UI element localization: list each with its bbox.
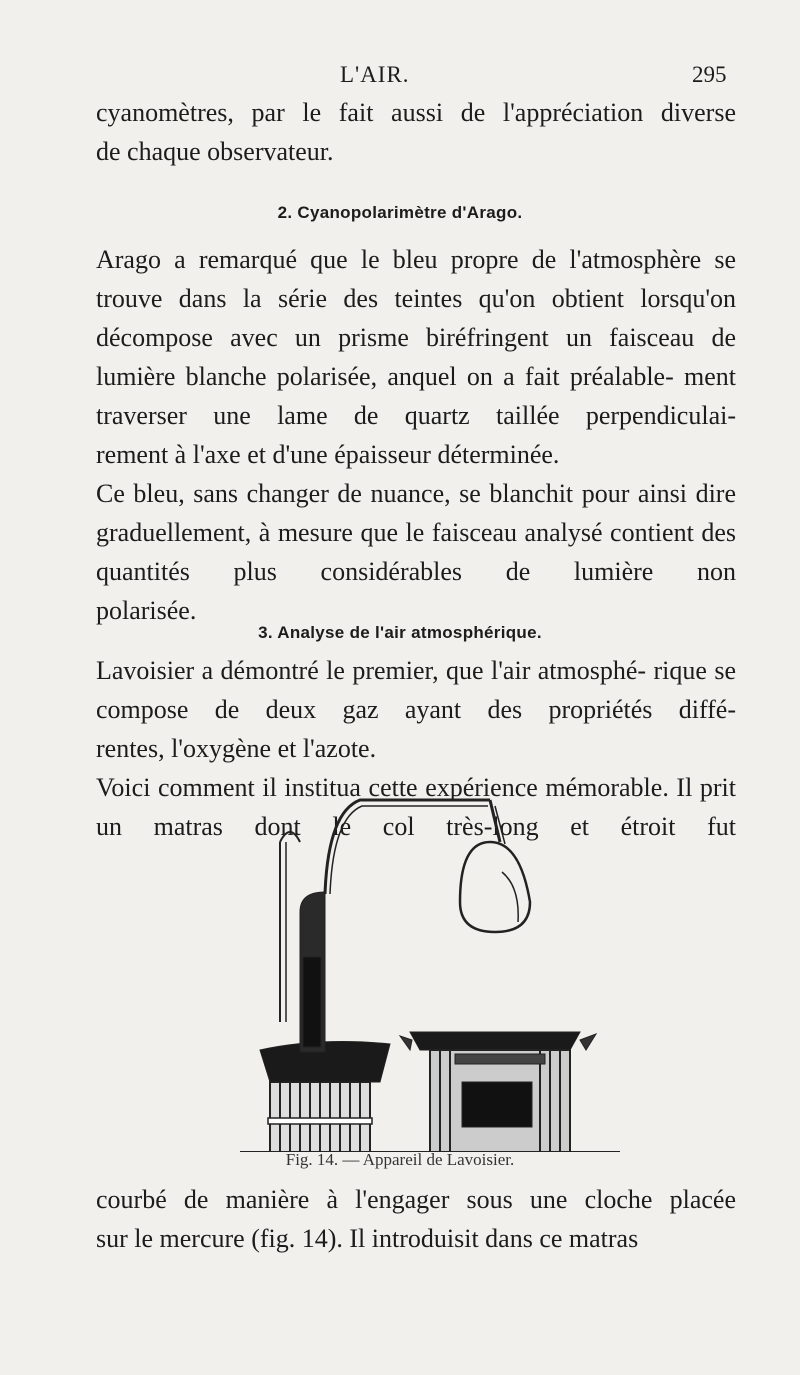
text-line: ainsi dire graduellement, à mesure que le faisceau analysé: [96, 479, 737, 547]
section-heading-3: 3. Analyse de l'air atmosphérique.: [258, 623, 542, 642]
text-line: lumière blanche polarisée, anquel on a fait préalable-: [96, 362, 674, 391]
text-line: polarisée.: [96, 596, 197, 625]
paragraph-continuation: [96, 93, 736, 171]
text-line: rement à l'axe et d'une épaisseur déterminée.: [96, 440, 560, 469]
text-line: décompose avec un prisme biréfringent un faisceau de: [96, 323, 736, 352]
section-heading-2: 2. Cyanopolarimètre d'Arago.: [277, 203, 523, 222]
text-line: sur le mercure (fig. 14). Il introduisit dans ce matras: [96, 1224, 639, 1253]
text-line: Il prit un matras dont le col très-long et étroit fut: [96, 773, 736, 841]
paragraph-bleu: [96, 474, 736, 630]
running-head-title: L'AIR.: [340, 62, 410, 87]
text-line: se trouve dans la série des teintes qu'on obtient lorsqu'on: [96, 245, 737, 313]
text-line: rentes, l'oxygène et l'azote.: [96, 734, 377, 763]
text-line: Arago a remarqué que le bleu propre de l'atmosphère: [96, 245, 702, 274]
text-line: de chaque observateur.: [96, 137, 334, 166]
text-line: contient des quantités plus considérables de lumière non: [96, 518, 736, 586]
text-line: rique se compose de deux gaz ayant des propriétés diffé-: [96, 656, 736, 724]
paragraph-lavoisier: [96, 651, 736, 768]
text-line: cyanomètres, par le fait aussi de l'appréciation diverse: [96, 98, 736, 127]
text-line: ment traverser une lame de quartz taillée perpendiculai-: [96, 362, 736, 430]
text-line: courbé de manière à l'engager sous une cloche placée: [96, 1185, 736, 1214]
figure-caption: Fig. 14. — Appareil de Lavoisier.: [285, 1150, 515, 1169]
page-number: 295: [692, 62, 727, 87]
paragraph-continuation-2: [96, 1180, 736, 1258]
running-head: [0, 62, 800, 92]
text-line: Voici comment il institua cette expérience mémorable.: [96, 773, 669, 802]
paragraph-arago: [96, 240, 736, 474]
text-line: Ce bleu, sans changer de nuance, se blanchit pour: [96, 479, 630, 508]
text-line: Lavoisier a démontré le premier, que l'air atmosphé-: [96, 656, 647, 685]
lavoisier-apparatus-illustration: [240, 782, 620, 1152]
bell-jar: [400, 800, 596, 1152]
